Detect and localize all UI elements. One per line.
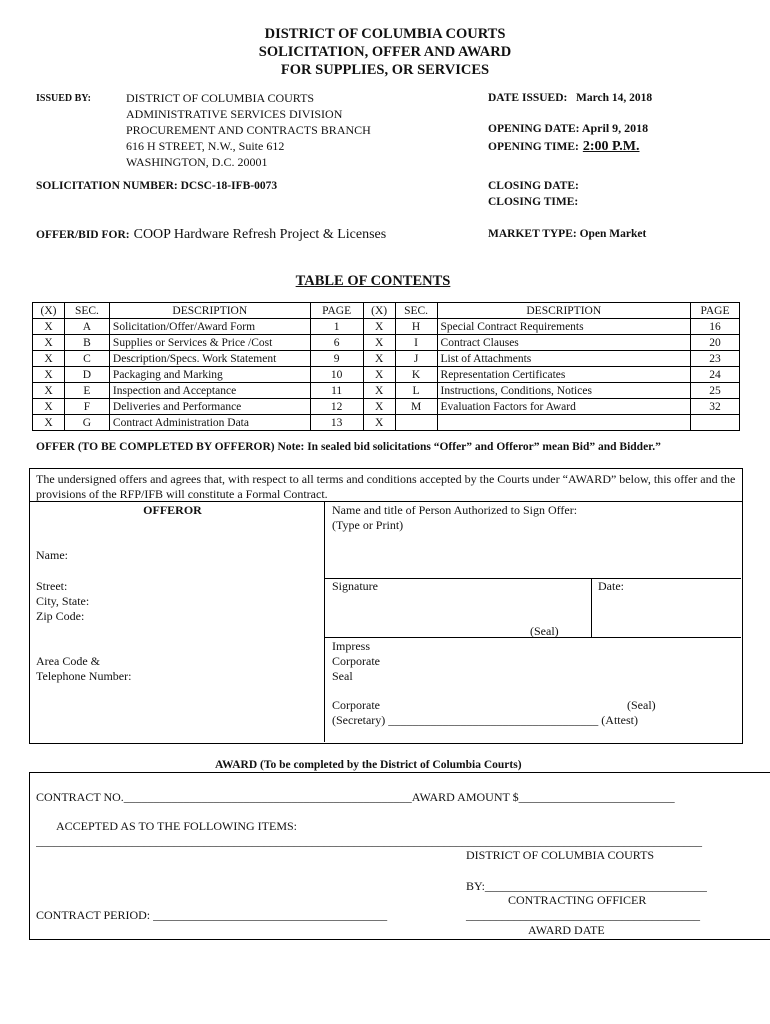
toc-row xyxy=(33,367,740,383)
toc-header: SEC. xyxy=(64,303,109,319)
toc-cell xyxy=(437,415,690,431)
offer-bid-for-value: COOP Hardware Refresh Project & Licenses xyxy=(133,227,387,242)
offeror-zip-label: Zip Code: xyxy=(36,609,85,623)
accepted-items-line: _______________________________________________________________________________________________________________ xyxy=(36,834,702,848)
toc-cell: A xyxy=(64,319,109,335)
toc-cell: Special Contract Requirements xyxy=(437,319,690,335)
market-type: MARKET TYPE: Open Market xyxy=(488,228,647,240)
toc-header: DESCRIPTION xyxy=(437,303,690,319)
contracting-officer-label: CONTRACTING OFFICER xyxy=(508,893,647,907)
toc-cell: Representation Certificates xyxy=(437,367,690,383)
issuer-line: WASHINGTON, D.C. 20001 xyxy=(126,155,268,169)
contract-period-line: CONTRACT PERIOD: _______________________________________ xyxy=(36,908,388,922)
award-heading: AWARD (To be completed by the District of Columbia Courts) xyxy=(215,759,522,771)
toc-cell: X xyxy=(363,383,395,399)
toc-cell: F xyxy=(64,399,109,415)
toc-cell: X xyxy=(363,399,395,415)
toc-row xyxy=(33,319,740,335)
toc-cell: Inspection and Acceptance xyxy=(109,383,310,399)
toc-cell: Description/Specs. Work Statement xyxy=(109,351,310,367)
signature-date-label: Date: xyxy=(598,579,624,593)
toc-cell: M xyxy=(395,399,437,415)
issued-by-label: ISSUED BY: xyxy=(36,93,91,104)
closing-date-label: CLOSING DATE: xyxy=(488,180,579,192)
accepted-items-label: ACCEPTED AS TO THE FOLLOWING ITEMS: xyxy=(56,819,298,833)
issuer-line: ADMINISTRATIVE SERVICES DIVISION xyxy=(126,107,343,121)
toc-cell: Contract Clauses xyxy=(437,335,690,351)
toc-cell: 25 xyxy=(691,383,740,399)
toc-cell: Evaluation Factors for Award xyxy=(437,399,690,415)
offeror-area-code-label: Area Code & xyxy=(36,654,100,668)
toc-cell: D xyxy=(64,367,109,383)
secretary-attest-line: (Secretary) ___________________________________ (Attest) xyxy=(332,713,638,727)
toc-cell: X xyxy=(33,399,65,415)
date-issued-value: March 14, 2018 xyxy=(575,92,653,104)
toc-cell: 9 xyxy=(310,351,363,367)
toc-cell: X xyxy=(363,319,395,335)
opening-date-value: April 9, 2018 xyxy=(581,121,649,135)
contract-no-line: CONTRACT NO.________________________________________________AWARD AMOUNT $__________________________ xyxy=(36,790,675,804)
toc-cell: Contract Administration Data xyxy=(109,415,310,431)
toc-cell: 11 xyxy=(310,383,363,399)
issuer-line: PROCUREMENT AND CONTRACTS BRANCH xyxy=(126,123,371,137)
opening-time-label: OPENING TIME: xyxy=(488,141,579,153)
toc-cell: Solicitation/Offer/Award Form xyxy=(109,319,310,335)
offer-intro: The undersigned offers and agrees that, with respect to all terms and conditions accepted by the Courts under “AWARD” below, this offer and the provisions of the RFP/IFB will constitute a Formal Contract. xyxy=(36,472,736,501)
toc-row xyxy=(33,351,740,367)
award-date-line: _______________________________________ xyxy=(466,908,700,922)
form-title-line2: SOLICITATION, OFFER AND AWARD xyxy=(258,44,512,60)
corporate-label: Corporate xyxy=(332,698,380,712)
toc-header: (X) xyxy=(33,303,65,319)
toc-row xyxy=(33,383,740,399)
impress-label: Seal xyxy=(332,669,353,683)
toc-title: TABLE OF CONTENTS xyxy=(295,273,451,289)
toc-cell: 1 xyxy=(310,319,363,335)
toc-cell: 13 xyxy=(310,415,363,431)
toc-row xyxy=(33,335,740,351)
toc-cell: B xyxy=(64,335,109,351)
form-title-line3: FOR SUPPLIES, OR SERVICES xyxy=(280,62,490,78)
toc-cell: 6 xyxy=(310,335,363,351)
offer-note: OFFER (TO BE COMPLETED BY OFFEROR) Note: In sealed bid solicitations “Offer” and Offeror” mean Bid” and Bidder.” xyxy=(36,441,661,453)
toc-cell: X xyxy=(363,415,395,431)
toc-cell: 10 xyxy=(310,367,363,383)
impress-label: Corporate xyxy=(332,654,380,668)
award-courts-name: DISTRICT OF COLUMBIA COURTS xyxy=(466,848,655,862)
toc-cell: X xyxy=(33,351,65,367)
toc-header: DESCRIPTION xyxy=(109,303,310,319)
toc-cell: Packaging and Marking xyxy=(109,367,310,383)
toc-cell: G xyxy=(64,415,109,431)
corporate-seal-label: (Seal) xyxy=(627,698,656,712)
solicitation-number: SOLICITATION NUMBER: DCSC-18-IFB-0073 xyxy=(36,180,278,192)
toc-cell: X xyxy=(33,367,65,383)
toc-cell: List of Attachments xyxy=(437,351,690,367)
impress-label: Impress xyxy=(332,639,370,653)
toc-cell xyxy=(691,415,740,431)
toc-cell: H xyxy=(395,319,437,335)
offeror-phone-label: Telephone Number: xyxy=(36,669,132,683)
toc-cell: 23 xyxy=(691,351,740,367)
toc-cell: X xyxy=(33,415,65,431)
authorized-person-hint: (Type or Print) xyxy=(332,518,404,532)
award-date-label: AWARD DATE xyxy=(528,923,605,937)
toc-cell: C xyxy=(64,351,109,367)
opening-date-label: OPENING DATE: xyxy=(488,123,580,135)
offeror-city-label: City, State: xyxy=(36,594,90,608)
toc-cell: 24 xyxy=(691,367,740,383)
by-signature-line: BY:_____________________________________ xyxy=(466,879,707,893)
toc-cell: X xyxy=(33,335,65,351)
toc-cell: X xyxy=(363,367,395,383)
offeror-street-label: Street: xyxy=(36,579,68,593)
toc-cell: J xyxy=(395,351,437,367)
toc-row xyxy=(33,399,740,415)
toc-cell: X xyxy=(33,319,65,335)
toc-header: PAGE xyxy=(310,303,363,319)
issuer-line: 616 H STREET, N.W., Suite 612 xyxy=(126,139,285,153)
toc-cell: K xyxy=(395,367,437,383)
toc-cell: 12 xyxy=(310,399,363,415)
toc-cell: Instructions, Conditions, Notices xyxy=(437,383,690,399)
toc-cell: 16 xyxy=(691,319,740,335)
toc-cell: 32 xyxy=(691,399,740,415)
opening-time-value: 2:00 P.M. xyxy=(582,139,640,154)
toc-cell: Supplies or Services & Price /Cost xyxy=(109,335,310,351)
issuer-line: DISTRICT OF COLUMBIA COURTS xyxy=(126,91,315,105)
toc-cell: E xyxy=(64,383,109,399)
toc-cell: X xyxy=(363,335,395,351)
offer-bid-for-label: OFFER/BID FOR: xyxy=(36,229,130,241)
offeror-name-label: Name: xyxy=(36,548,68,562)
issuer-address xyxy=(126,90,371,170)
authorized-person-label: Name and title of Person Authorized to Sign Offer: xyxy=(332,503,578,517)
toc-header: SEC. xyxy=(395,303,437,319)
signature-label: Signature xyxy=(332,579,378,593)
toc-cell: I xyxy=(395,335,437,351)
toc-cell: Deliveries and Performance xyxy=(109,399,310,415)
toc-cell: X xyxy=(33,383,65,399)
toc-row xyxy=(33,415,740,431)
toc-table xyxy=(32,302,740,431)
toc-header-row xyxy=(33,303,740,319)
form-title-line1: DISTRICT OF COLUMBIA COURTS xyxy=(264,26,506,42)
date-issued-label: DATE ISSUED: xyxy=(488,92,568,104)
toc-header: PAGE xyxy=(691,303,740,319)
toc-header: (X) xyxy=(363,303,395,319)
signature-seal-label: (Seal) xyxy=(530,624,559,638)
toc-cell xyxy=(395,415,437,431)
toc-cell: 20 xyxy=(691,335,740,351)
toc-cell: L xyxy=(395,383,437,399)
closing-time-label: CLOSING TIME: xyxy=(488,196,579,208)
offeror-heading: OFFEROR xyxy=(143,503,202,517)
toc-cell: X xyxy=(363,351,395,367)
